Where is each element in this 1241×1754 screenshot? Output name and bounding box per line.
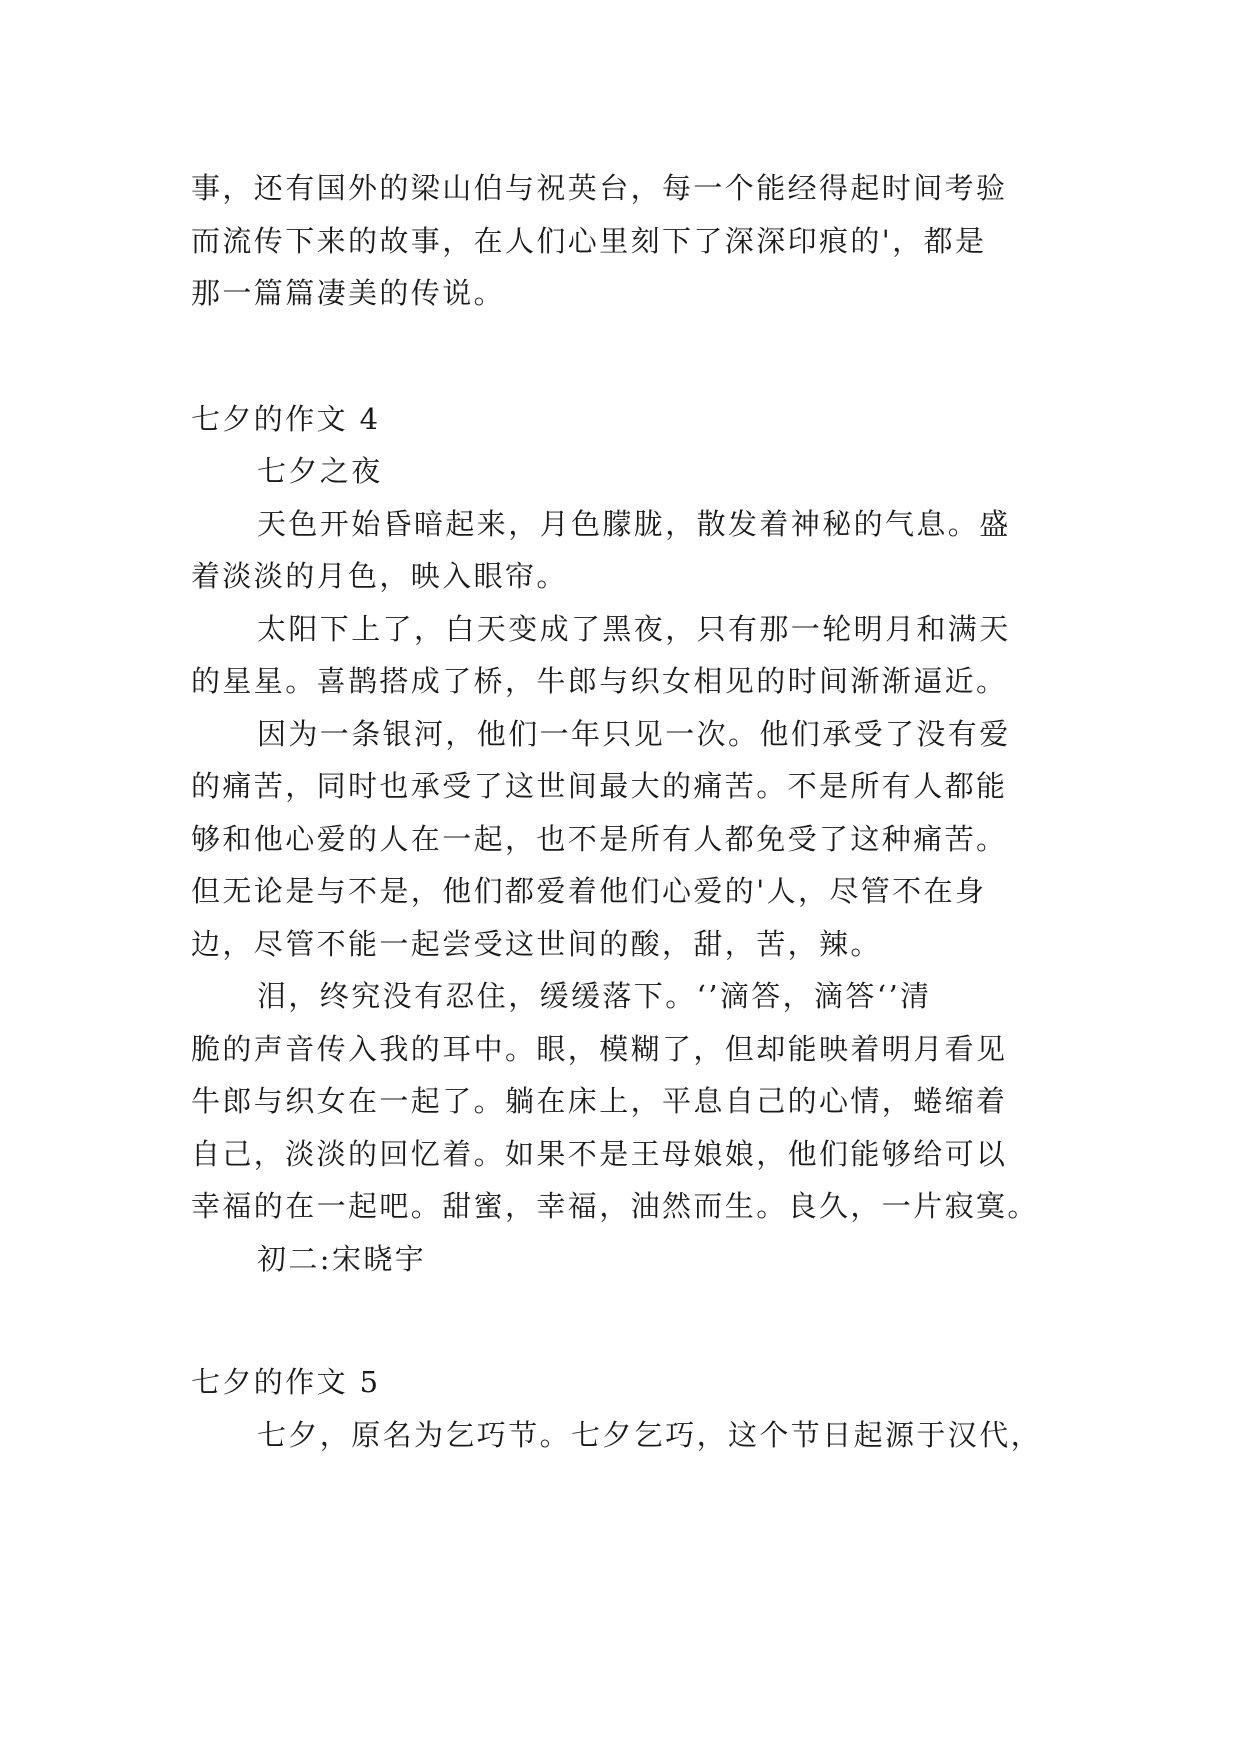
essay-4-paragraph-3: [191, 708, 1061, 971]
text-line: 事，还有国外的梁山伯与祝英台，每一个能经得起时间考验: [191, 171, 1008, 205]
section-gap: [191, 320, 1061, 393]
text-line: 幸福的在一起吧。甜蜜，幸福，油然而生。良久，一片寂寞。: [191, 1189, 1039, 1223]
essay-4-heading: 七夕的作文 4: [191, 401, 381, 436]
text-line: 的星星。喜鹊搭成了桥，牛郎与织女相见的时间渐渐逼近。: [191, 664, 1008, 698]
text-line: 七夕，原名为乞巧节。七夕乞巧，这个节日起源于汉代，: [257, 1417, 1043, 1452]
text-line: 脆的声音传入我的耳中。眼，模糊了，但却能映着明月看见: [191, 1031, 1008, 1066]
text-line: 那一篇篇凄美的传说。: [191, 276, 506, 310]
essay-4-paragraph-1: [191, 498, 1061, 603]
text-line: 但无论是与不是，他们都爱着他们心爱的'人，尽管不在身: [191, 874, 987, 908]
essay-5-heading: 七夕的作文 5: [191, 1365, 381, 1399]
text-line: 太阳下上了，白天变成了黑夜，只有那一轮明月和满天: [257, 611, 1011, 646]
text-line: 泪，终究没有忍住，缓缓落下。‘’滴答，滴答‘’清: [257, 979, 932, 1013]
essay-5-paragraph-1: [191, 1409, 1061, 1462]
essay-4-paragraph-2: [191, 603, 1061, 708]
text-line: 够和他心爱的人在一起，也不是所有人都免受了这种痛苦。: [191, 821, 1008, 856]
essay-4-author: 初二:宋晓宇: [257, 1241, 427, 1276]
essay-4-title: 七夕之夜: [257, 454, 383, 488]
text-line: 天色开始昏暗起来，月色朦胧，散发着神秘的气息。盛: [257, 506, 1011, 541]
intro-paragraph: [191, 162, 1061, 320]
text-line: 因为一条银河，他们一年只见一次。他们承受了没有爱: [257, 716, 1011, 751]
essay-5-section: [191, 1356, 1061, 1461]
text-line: 而流传下来的故事，在人们心里刻下了深深印痕的'，都是: [191, 223, 987, 258]
text-line: 牛郎与织女在一起了。躺在床上，平息自己的心情，蜷缩着: [191, 1084, 1008, 1118]
document-body: [191, 162, 1061, 1461]
essay-4-paragraph-4: [191, 970, 1061, 1233]
text-line: 的痛苦，同时也承受了这世间最大的痛苦。不是所有人都能: [191, 769, 1008, 803]
essay-4-section: [191, 393, 1061, 1286]
text-line: 着淡淡的月色，映入眼帘。: [191, 559, 568, 593]
text-line: 自己，淡淡的回忆着。如果不是王母娘娘，他们能够给可以: [191, 1136, 1008, 1171]
section-gap: [191, 1285, 1061, 1356]
text-line: 边，尽管不能一起尝受这世间的酸，甜，苦，辣。: [191, 926, 882, 961]
